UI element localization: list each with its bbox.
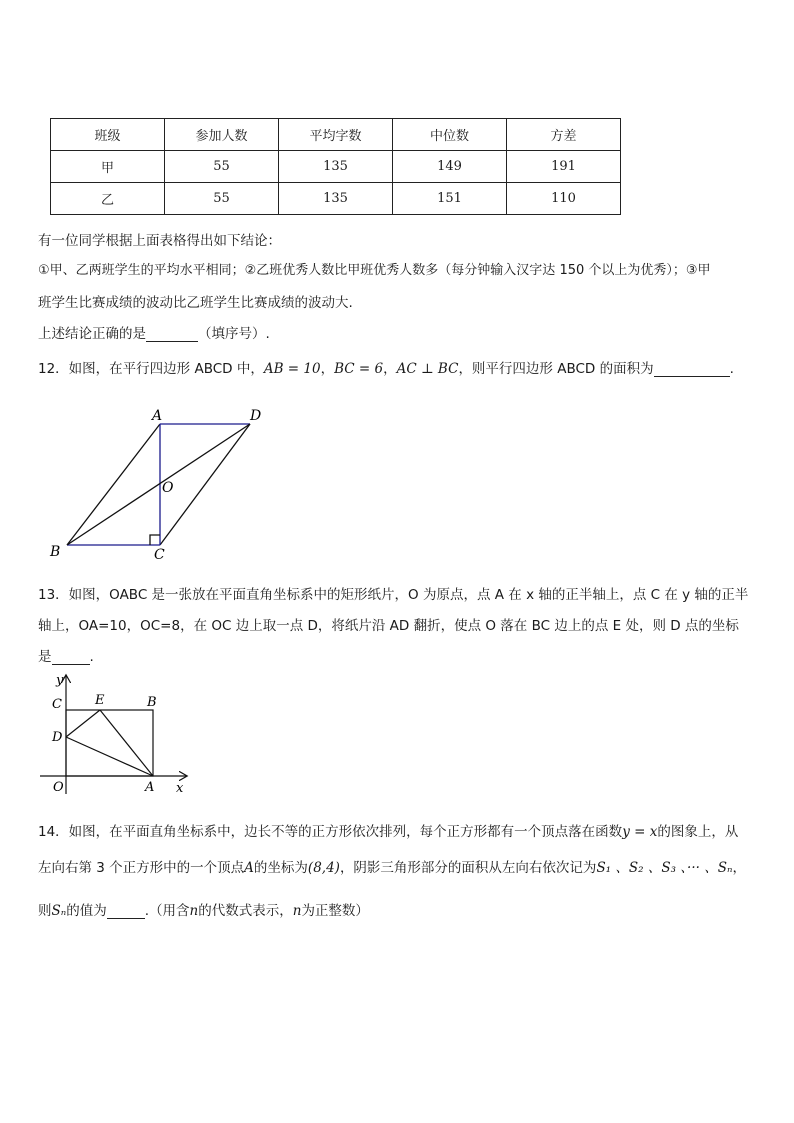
q14-function: y = x xyxy=(622,824,658,840)
q13-rectangle-figure xyxy=(40,670,200,800)
q13-line3-text: 是 xyxy=(38,649,52,665)
table-cell: 191 xyxy=(507,151,621,183)
q11-conclusions-line2: 班学生比赛成绩的波动比乙班学生比赛成绩的波动大. xyxy=(38,295,353,311)
q14-text: 的值为 xyxy=(66,903,107,919)
answer-blank xyxy=(52,664,90,665)
q14-n: n xyxy=(189,903,199,919)
label-y-axis: y xyxy=(56,673,64,688)
label-e: E xyxy=(95,693,105,708)
label-d: D xyxy=(250,408,262,424)
q14-sn: Sₙ xyxy=(51,903,67,919)
table-row xyxy=(51,183,621,215)
table-header-cell: 平均字数 xyxy=(279,119,393,151)
q12-cond-perp: AC ⊥ BC xyxy=(396,361,459,377)
segment-ab xyxy=(67,424,160,545)
q11-ask-suffix: （填序号）. xyxy=(198,326,270,342)
table-header-row xyxy=(51,119,621,151)
q14-text: 的图象上，从 xyxy=(657,824,739,840)
q14-n: n xyxy=(292,903,302,919)
table-cell: 149 xyxy=(393,151,507,183)
table-header-cell: 班级 xyxy=(51,119,165,151)
table-cell: 151 xyxy=(393,183,507,215)
table-cell: 55 xyxy=(165,151,279,183)
q14-line3 xyxy=(38,899,369,919)
segment-ea xyxy=(100,710,153,776)
q11-ask-text: 上述结论正确的是 xyxy=(38,326,146,342)
table-cell: 乙 xyxy=(51,183,165,215)
answer-blank xyxy=(107,918,145,919)
segment-de xyxy=(66,710,100,737)
q14-area-sequence: S₁ 、S₂ 、S₃ 、··· 、Sₙ xyxy=(596,860,733,876)
q11-conclusions-line1: ①甲、乙两班学生的平均水平相同；②乙班优秀人数比甲班优秀人数多（每分钟输入汉字达 150 个以上为优秀）；③甲 xyxy=(38,263,711,278)
q14-line2 xyxy=(38,856,746,876)
q11-intro: 有一位同学根据上面表格得出如下结论： xyxy=(38,233,281,249)
label-b: B xyxy=(50,544,61,560)
answer-blank xyxy=(654,376,730,377)
answer-blank xyxy=(146,341,198,342)
q12-lead: 12．如图，在平行四边形 ABCD 中， xyxy=(38,361,264,377)
q12-end: . xyxy=(729,361,734,377)
q11-question xyxy=(38,322,270,342)
q14-text: 为正整数） xyxy=(301,903,369,919)
q12-cond-bc: BC = 6 xyxy=(334,361,384,377)
label-c: C xyxy=(154,547,165,563)
segment-da xyxy=(66,737,153,776)
q12-tail: ，则平行四边形 ABCD 的面积为 xyxy=(458,361,654,377)
q13-line2: 轴上，OA=10，OC=8，在 OC 边上取一点 D，将纸片沿 AD 翻折，使点 O 落在 BC 边上的点 E 处，则 D 点的坐标 xyxy=(38,618,739,634)
q14-text: 的坐标为 xyxy=(253,860,308,876)
table-header-cell: 参加人数 xyxy=(165,119,279,151)
label-a: A xyxy=(152,408,163,424)
q12-sep: ， xyxy=(383,361,397,377)
table-cell: 110 xyxy=(507,183,621,215)
q14-coordinate: (8,4) xyxy=(307,860,340,876)
q12-sep: ， xyxy=(320,361,335,377)
q14-text: 的代数式表示， xyxy=(198,903,293,919)
table-cell: 135 xyxy=(279,183,393,215)
q14-text: ，阴影三角形部分的面积从左向右依次记为 xyxy=(339,860,597,876)
table-cell: 甲 xyxy=(51,151,165,183)
table-row xyxy=(51,151,621,183)
q13-line1: 13．如图，OABC 是一张放在平面直角坐标系中的矩形纸片，O 为原点，点 A 在 x 轴的正半轴上，点 C 在 y 轴的正半 xyxy=(38,587,749,603)
stats-table xyxy=(50,118,621,215)
q12-parallelogram-figure xyxy=(40,400,280,565)
segment-bd xyxy=(67,424,250,545)
segment-dc xyxy=(160,424,250,545)
q14-text: 左向右第 3 个正方形中的一个顶点 xyxy=(38,860,245,876)
q12-question xyxy=(38,357,734,377)
q12-cond-ab: AB = 10 xyxy=(263,361,321,377)
label-o: O xyxy=(162,480,174,496)
table-header-cell: 方差 xyxy=(507,119,621,151)
q13-line3 xyxy=(38,645,94,665)
q13-line3-end: . xyxy=(89,649,94,665)
right-angle-mark xyxy=(150,535,160,545)
q14-text: ， xyxy=(732,860,746,876)
q14-text: .（用含 xyxy=(144,903,190,919)
q14-text: 14．如图，在平面直角坐标系中，边长不等的正方形依次排列，每个正方形都有一个顶点落在函数 xyxy=(38,824,623,840)
label-o: O xyxy=(53,780,64,795)
label-b: B xyxy=(147,695,157,710)
q14-point-a: A xyxy=(244,860,254,876)
table-header-cell: 中位数 xyxy=(393,119,507,151)
label-x-axis: x xyxy=(176,781,184,796)
table-cell: 135 xyxy=(279,151,393,183)
label-a: A xyxy=(145,780,155,795)
q14-text: 则 xyxy=(38,903,52,919)
table-cell: 55 xyxy=(165,183,279,215)
label-d: D xyxy=(52,730,63,745)
q14-line1 xyxy=(38,820,738,840)
label-c: C xyxy=(52,697,62,712)
